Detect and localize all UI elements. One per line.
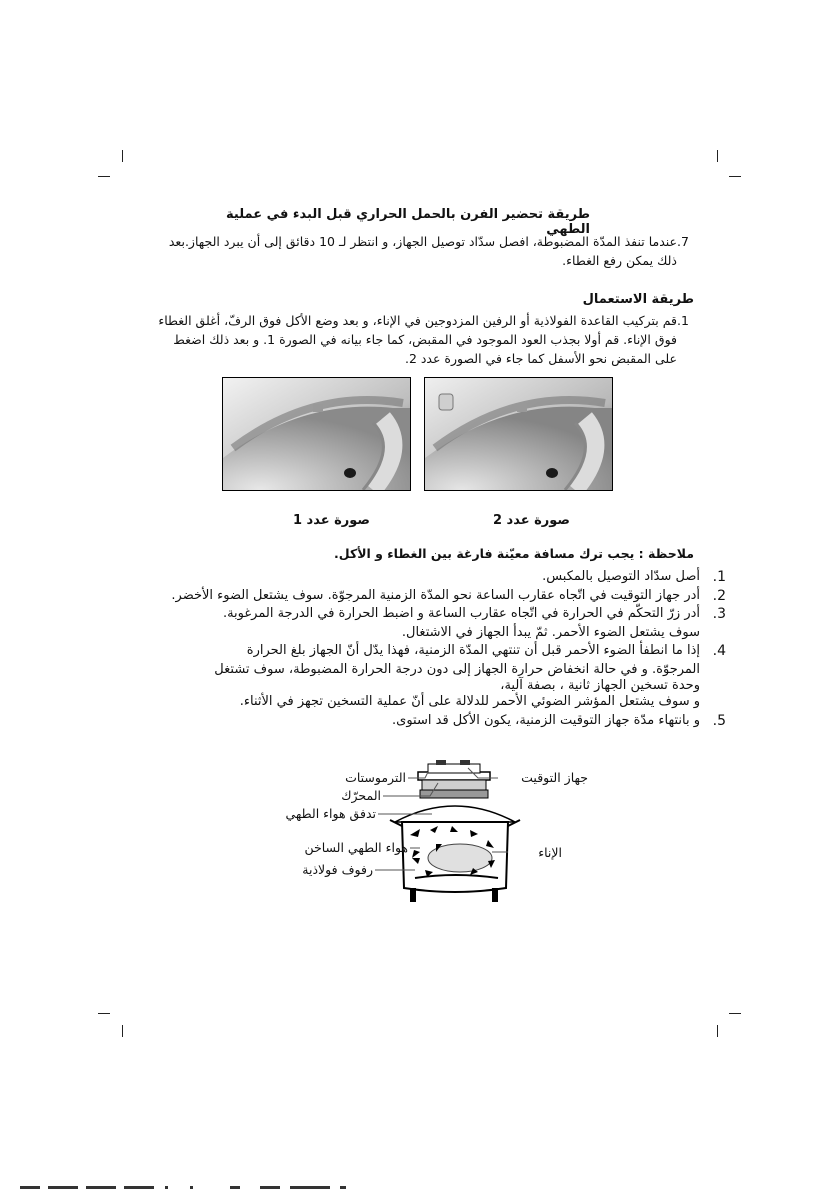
label-motor: المحرّك xyxy=(341,788,381,803)
crop-mark-bl-h xyxy=(98,1013,110,1014)
caption-photo-2: صورة عدد 2 xyxy=(492,513,570,528)
usage-line3: على المقبض نحو الأسفل كما جاء في الصورة عدد 2. xyxy=(404,351,677,366)
step-line: وحدة تسخين الجهاز ثانية ، بصفة آلية، xyxy=(500,678,700,693)
photo-2 xyxy=(424,377,613,491)
step-row xyxy=(160,568,726,587)
step-line: المرجوّة. و في حالة انخفاض حرارة الجهاز إلى دون درجة الحرارة المضبوطة، سوف تشتغل xyxy=(214,661,700,677)
step-line: إذا ما انطفأ الضوء الأحمر قبل أن تنتهي المدّة الزمنية، فهذا يدّل أنّ الجهاز بلغ الحرارة xyxy=(246,643,700,658)
crop-mark-tr-h xyxy=(729,176,741,177)
step-number: 5. xyxy=(712,712,726,729)
crop-mark-br-h xyxy=(729,1013,741,1014)
usage-number: 1. xyxy=(677,313,689,328)
step-number: 4. xyxy=(712,643,726,659)
usage-line2: فوق الإناء. قم أولا بجذب العود الموجود في المقبض، كما جاء بيانه في الصورة 1. و بعد ذلك اضغط xyxy=(173,332,677,347)
step-row xyxy=(160,642,726,712)
step-7 xyxy=(150,232,695,270)
note-text: ملاحظة : يجب ترك مسافة معيّنة فارغة بين الغطاء و الأكل. xyxy=(334,546,694,561)
step-row xyxy=(160,712,726,731)
section-title: طريقة تحضير الفرن بالحمل الحراري قبل البدء في عملية الطهي xyxy=(226,207,590,237)
step-line: و بانتهاء مدّة جهاز التوقيت الزمنية، يكون الأكل قد استوى. xyxy=(392,712,700,728)
step-number: 2. xyxy=(712,587,726,604)
label-airflow: تدفق هواء الطهي xyxy=(285,806,376,821)
step-number: 1. xyxy=(712,569,726,585)
crop-mark-bl-v xyxy=(122,1025,123,1037)
step-line: أدر جهاز التوقيت في اتّجاه عقارب الساعة نحو المدّة الزمنية المرجوّة. سوف يشتعل الضوء الأخضر. xyxy=(171,587,700,603)
crop-mark-br-v xyxy=(717,1025,718,1037)
step-row xyxy=(160,605,726,642)
caption-photo-1: صورة عدد 1 xyxy=(292,513,370,528)
label-racks: رفوف فولاذية xyxy=(302,862,373,877)
label-timer: جهاز التوقيت xyxy=(521,770,588,785)
step-7-number: 7. xyxy=(677,234,689,249)
label-bowl: الإناء xyxy=(538,845,562,860)
step-7-line2: ذلك يمكن رفع الغطاء. xyxy=(562,253,677,268)
step-7-line1: عندما تنفذ المدّة المضبوطة، افصل سدّاد توصيل الجهاز، و انتظر لـ 10 دقائق إلى أن يبرد الجهاز.بعد xyxy=(168,234,677,249)
step-row xyxy=(160,587,726,606)
step-line: أصل سدّاد التوصيل بالمكبس. xyxy=(542,569,700,584)
usage-step-1 xyxy=(150,311,695,368)
photo-1 xyxy=(222,377,411,491)
label-thermostats: الترموستات xyxy=(345,770,406,785)
crop-mark-tl-h xyxy=(98,176,110,177)
steps-list xyxy=(160,568,726,730)
crop-mark-tr-v xyxy=(717,150,718,162)
step-line: أدر زرّ التحكّم في الحرارة في اتّجاه عقارب الساعة و اضبط الحرارة في الدرجة المرغوبة. xyxy=(222,606,700,621)
usage-line1: قم بتركيب القاعدة الفولاذية أو الرفين المزدوجين في الإناء، و بعد وضع الأكل فوق الرفّ، أغلق الغطاء xyxy=(158,313,677,328)
step-line: و سوف يشتعل المؤشر الضوئي الأحمر للدلالة على أنّ عملية التسخين تجهز في الأثناء. xyxy=(239,694,700,709)
bottom-edge-strip xyxy=(0,1184,839,1191)
step-number: 3. xyxy=(712,606,726,622)
label-hot-air: هواء الطهي الساخن xyxy=(304,840,408,855)
step-line: سوف يشتعل الضوء الأحمر. ثمّ يبدأ الجهاز في الاشتغال. xyxy=(401,624,700,640)
crop-mark-tl-v xyxy=(122,150,123,162)
usage-title: طريقة الاستعمال xyxy=(582,292,694,307)
